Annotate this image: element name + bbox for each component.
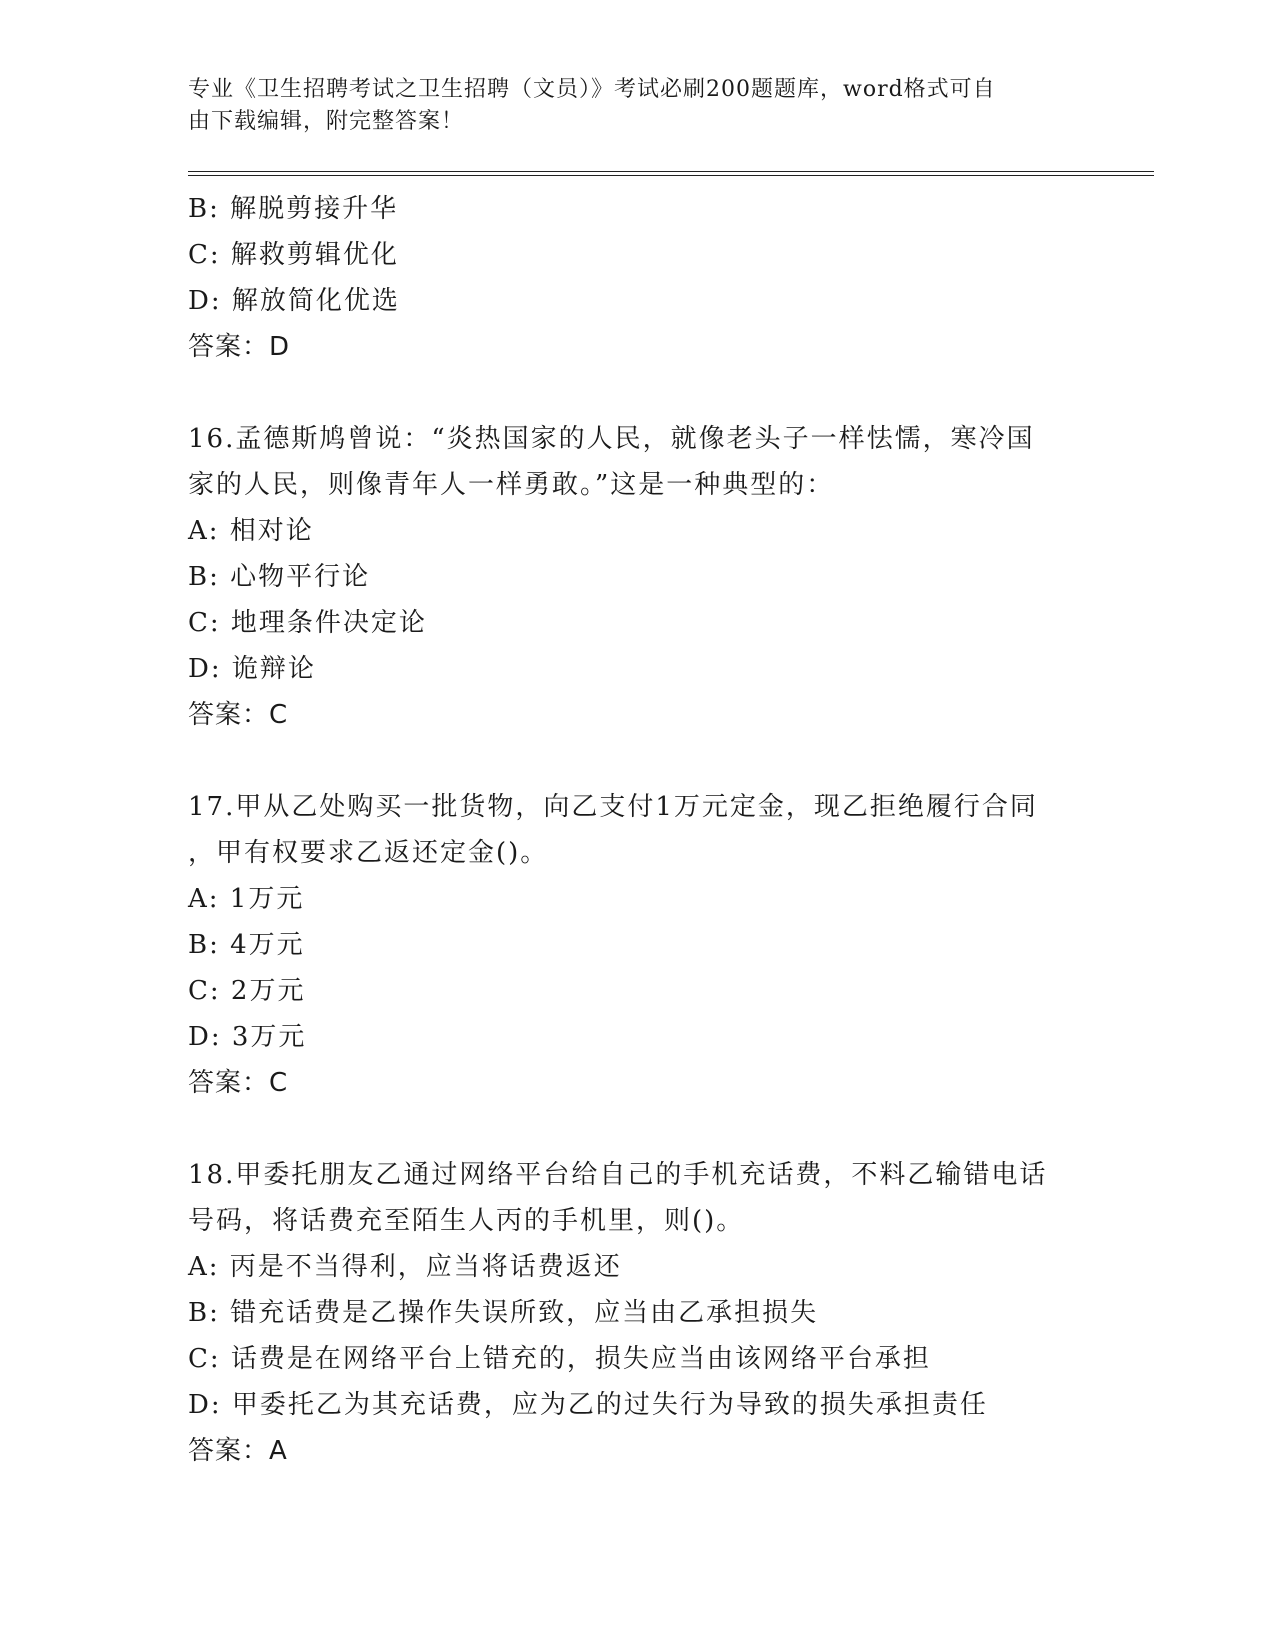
header-rule-bottom — [188, 175, 1154, 176]
question-text-line-1: 18.甲委托朋友乙通过网络平台给自己的手机充话费，不料乙输错电话 — [188, 1160, 1048, 1190]
option-a: A: 丙是不当得利，应当将话费返还 — [188, 1252, 622, 1282]
answer-line: 答案：A — [188, 1436, 288, 1466]
answer-line: 答案：C — [188, 700, 289, 730]
option-c: C: 2万元 — [188, 976, 306, 1006]
option-a: A: 相对论 — [188, 516, 314, 546]
option-d: D: 解放简化优选 — [188, 286, 400, 316]
question-text-line-2: 家的人民，则像青年人一样勇敢。”这是一种典型的： — [188, 470, 835, 500]
answer-line: 答案：C — [188, 1068, 289, 1098]
question-text-line-2: 号码，将话费充至陌生人丙的手机里，则()。 — [188, 1206, 745, 1236]
header-rule-top — [188, 171, 1154, 172]
question-16 — [188, 416, 1088, 738]
answer-line: 答案：D — [188, 332, 291, 362]
option-b: B: 错充话费是乙操作失误所致，应当由乙承担损失 — [188, 1298, 819, 1328]
option-a: A: 1万元 — [188, 884, 305, 914]
question-list — [188, 186, 1088, 1474]
question-17 — [188, 784, 1088, 1106]
question-text-line-1: 16.孟德斯鸠曾说：“炎热国家的人民，就像老头子一样怯懦，寒冷国 — [188, 424, 1035, 454]
option-c: C: 话费是在网络平台上错充的，损失应当由该网络平台承担 — [188, 1344, 931, 1374]
question-18 — [188, 1152, 1088, 1474]
header-line-1: 专业《卫生招聘考试之卫生招聘（文员）》考试必刷200题题库，word格式可自 — [188, 77, 996, 102]
option-d: D: 3万元 — [188, 1022, 307, 1052]
option-b: B: 解脱剪接升华 — [188, 194, 399, 224]
option-d: D: 甲委托乙为其充话费，应为乙的过失行为导致的损失承担责任 — [188, 1390, 988, 1420]
question-text-line-1: 17.甲从乙处购买一批货物，向乙支付1万元定金，现乙拒绝履行合同 — [188, 792, 1038, 822]
document-header — [188, 74, 1068, 138]
spacer — [188, 370, 1088, 416]
spacer — [188, 1106, 1088, 1152]
option-b: B: 心物平行论 — [188, 562, 371, 592]
question-text-line-2: ，甲有权要求乙返还定金()。 — [188, 838, 549, 868]
header-line-2: 由下载编辑，附完整答案！ — [188, 109, 465, 134]
option-c: C: 地理条件决定论 — [188, 608, 427, 638]
option-d: D: 诡辩论 — [188, 654, 316, 684]
option-c: C: 解救剪辑优化 — [188, 240, 399, 270]
question-15-tail — [188, 186, 1088, 370]
spacer — [188, 738, 1088, 784]
option-b: B: 4万元 — [188, 930, 305, 960]
